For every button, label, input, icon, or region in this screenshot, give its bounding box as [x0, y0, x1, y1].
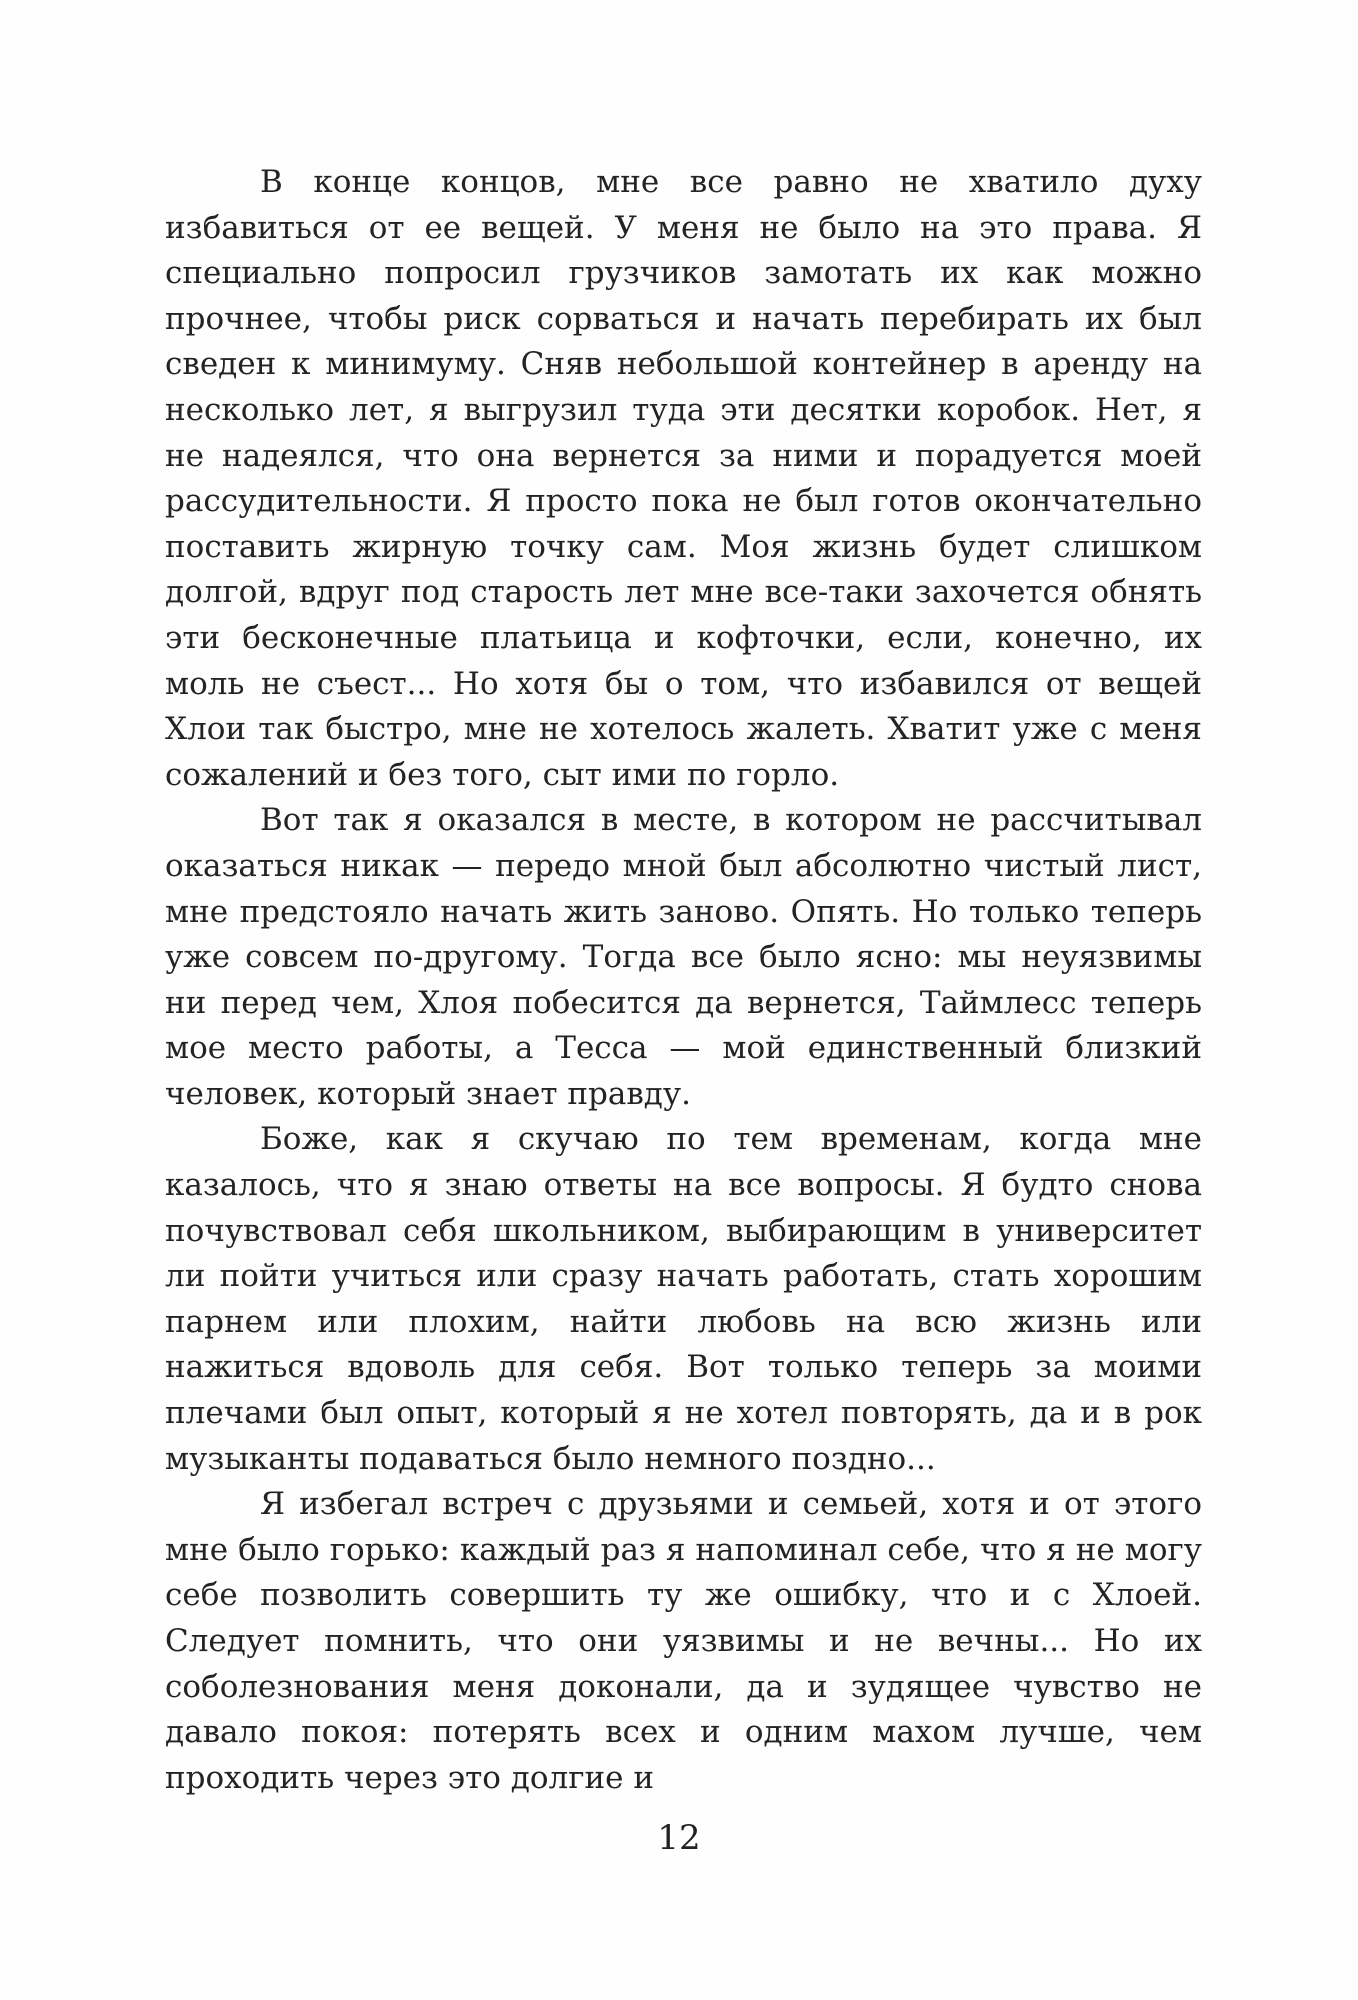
- page-body-text: [165, 160, 1202, 1801]
- paragraph-1: В конце концов, мне все равно не хватило духу избавиться от ее вещей. У меня не было на это права. Я специально попросил грузчиков замотать их как можно прочнее, чтобы риск сорваться и начать перебирать их был сведен к минимуму. Сняв небольшой контейнер в аренду на несколько лет, я выгрузил туда эти десятки коробок. Нет, я не надеялся, что она вернется за ними и порадуется моей рассудительности. Я просто пока не был готов окончательно поставить жирную точку сам. Моя жизнь будет слишком долгой, вдруг под старость лет мне все-таки захочется обнять эти бесконечные платьица и кофточки, если, конечно, их моль не съест... Но хотя бы о том, что избавился от вещей Хлои так быстро, мне не хотелось жалеть. Хватит уже с меня сожалений и без того, сыт ими по горло.: [165, 164, 1202, 793]
- paragraph-4: Я избегал встреч с друзьями и семьей, хотя и от этого мне было горько: каждый раз я напоминал себе, что я не могу себе позволить совершить ту же ошибку, что и с Хлоей. Следует помнить, что они уязвимы и не вечны... Но их соболезнования меня доконали, да и зудящее чувство не давало покоя: потерять всех и одним махом лучше, чем проходить через это долгие и: [165, 1486, 1202, 1796]
- paragraph-2: Вот так я оказался в месте, в котором не рассчитывал оказаться никак — передо мной был абсолютно чистый лист, мне предстояло начать жить заново. Опять. Но только теперь уже совсем по-другому. Тогда все было ясно: мы неуязвимы ни перед чем, Хлоя побесится да вернется, Таймлесс теперь мое место работы, а Тесса — мой единственный близкий человек, который знает правду.: [165, 802, 1202, 1112]
- paragraph-3: Боже, как я скучаю по тем временам, когда мне казалось, что я знаю ответы на все вопросы. Я будто снова почувствовал себя школьником, выбирающим в университет ли пойти учиться или сразу начать работать, стать хорошим парнем или плохим, найти любовь на всю жизнь или нажиться вдоволь для себя. Вот только теперь за моими плечами был опыт, который я не хотел повторять, да и в рок музыканты подаваться было немного поздно...: [165, 1121, 1202, 1477]
- page-number: 12: [657, 1818, 701, 1858]
